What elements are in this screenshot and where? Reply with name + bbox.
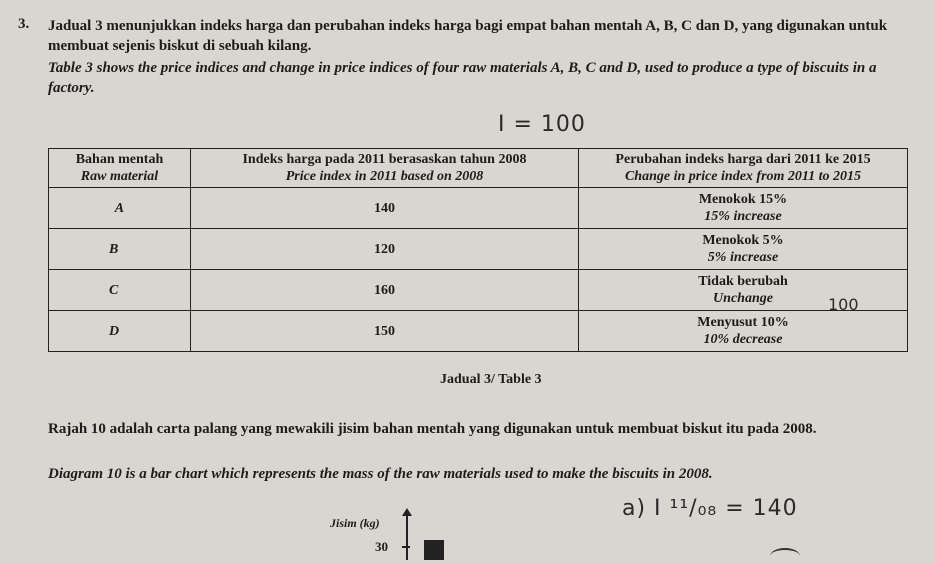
change-cell: Tidak berubah Unchange: [579, 270, 908, 311]
table-row: [49, 229, 908, 270]
table-header-row: [49, 149, 908, 188]
table-row: [49, 311, 908, 352]
material-cell: B: [49, 229, 191, 270]
question-number: 3.: [18, 16, 30, 32]
index-cell: 150: [190, 311, 578, 352]
change-cell: Menokok 15% 15% increase: [579, 188, 908, 229]
header-raw-material: Bahan mentah Raw material: [49, 149, 191, 188]
y-tick-mark: [402, 546, 410, 548]
table-row: [49, 188, 908, 229]
header-change: Perubahan indeks harga dari 2011 ke 2015 Change in price index from 2011 to 2015: [579, 149, 908, 188]
question-text-english: Table 3 shows the price indices and change in price indices of four raw materials A, B, C and D, used to produce a type of biscuits in a factory.: [48, 60, 877, 96]
diagram-intro-english: Diagram 10 is a bar chart which represents the mass of the raw materials used to make the biscuits in 2008.: [48, 466, 713, 482]
index-cell: 120: [190, 229, 578, 270]
table-row: [49, 270, 908, 311]
handwritten-100-note: 100: [828, 295, 859, 314]
header-price-index: Indeks harga pada 2011 berasaskan tahun 2008 Price index in 2011 based on 2008: [190, 149, 578, 188]
chart-y-axis-label: Jisim (kg): [330, 516, 380, 530]
handwritten-curve: [770, 548, 800, 564]
diagram-intro-malay: Rajah 10 adalah carta palang yang mewakili jisim bahan mentah yang digunakan untuk membuat biskut itu pada 2008.: [48, 421, 817, 437]
chart-y-axis: [406, 514, 408, 560]
handwritten-part-a: a) I ¹¹/₀₈ = 140: [622, 496, 798, 521]
question-text-malay: Jadual 3 menunjukkan indeks harga dan perubahan indeks harga bagi empat bahan mentah A, B, C dan D, yang digunakan untuk membuat sejenis biskut di sebuah kilang.: [48, 18, 888, 54]
handwritten-i-equals-100: I = 100: [498, 112, 586, 137]
change-cell: Menyusut 10% 10% decrease: [579, 311, 908, 352]
price-index-table: [48, 148, 908, 352]
material-cell: A: [49, 188, 191, 229]
index-cell: 140: [190, 188, 578, 229]
material-cell: C: [49, 270, 191, 311]
material-cell: D: [49, 311, 191, 352]
index-cell: 160: [190, 270, 578, 311]
chart-bar: [424, 540, 444, 560]
change-cell: Menokok 5% 5% increase: [579, 229, 908, 270]
table-caption: Jadual 3/ Table 3: [440, 372, 542, 387]
y-tick-label: 30: [375, 539, 388, 554]
